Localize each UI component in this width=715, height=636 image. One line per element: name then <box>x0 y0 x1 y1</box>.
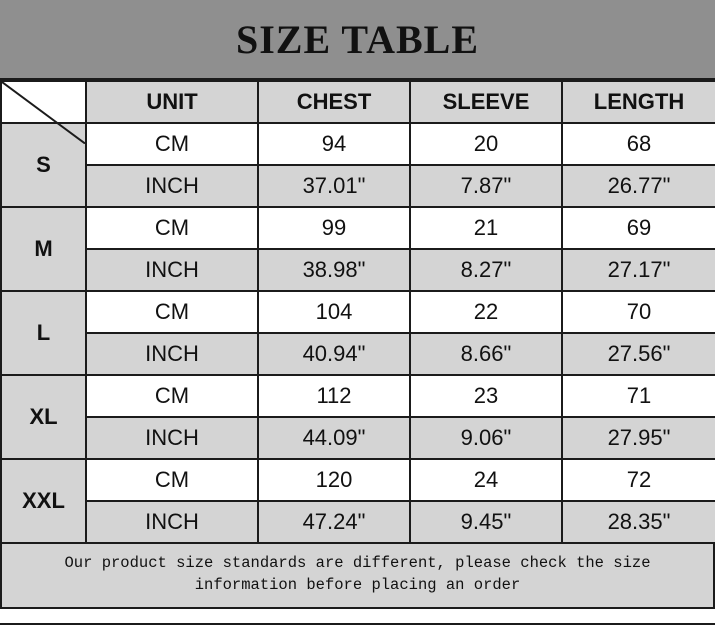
cell-sleeve-cm: 24 <box>410 459 562 501</box>
page-title: SIZE TABLE <box>235 16 480 62</box>
column-header-length: LENGTH <box>562 81 715 123</box>
cell-sleeve-inch: 9.06" <box>410 417 562 459</box>
title-bar <box>0 0 715 80</box>
cell-length-cm: 71 <box>562 375 715 417</box>
cell-length-inch: 27.56" <box>562 333 715 375</box>
cell-chest-cm: 104 <box>258 291 410 333</box>
table-row <box>1 291 715 333</box>
unit-inch: INCH <box>86 417 258 459</box>
table-header-row <box>1 81 715 123</box>
cell-chest-cm: 94 <box>258 123 410 165</box>
size-label-l: L <box>1 291 86 375</box>
table-row <box>1 207 715 249</box>
cell-chest-inch: 44.09" <box>258 417 410 459</box>
cell-sleeve-cm: 23 <box>410 375 562 417</box>
table-row <box>1 333 715 375</box>
cell-chest-inch: 38.98" <box>258 249 410 291</box>
unit-inch: INCH <box>86 333 258 375</box>
size-table <box>0 80 715 544</box>
unit-cm: CM <box>86 123 258 165</box>
table-row <box>1 459 715 501</box>
cell-length-cm: 68 <box>562 123 715 165</box>
cell-chest-cm: 112 <box>258 375 410 417</box>
cell-sleeve-cm: 22 <box>410 291 562 333</box>
cell-chest-cm: 120 <box>258 459 410 501</box>
size-label-m: M <box>1 207 86 291</box>
cell-chest-inch: 40.94" <box>258 333 410 375</box>
size-label-xxl: XXL <box>1 459 86 543</box>
cell-length-cm: 72 <box>562 459 715 501</box>
column-header-sleeve: SLEEVE <box>410 81 562 123</box>
unit-cm: CM <box>86 291 258 333</box>
cell-length-inch: 27.17" <box>562 249 715 291</box>
unit-cm: CM <box>86 207 258 249</box>
unit-inch: INCH <box>86 249 258 291</box>
table-row <box>1 165 715 207</box>
table-row <box>1 375 715 417</box>
unit-cm: CM <box>86 375 258 417</box>
unit-inch: INCH <box>86 165 258 207</box>
table-row <box>1 249 715 291</box>
table-row <box>1 417 715 459</box>
unit-inch: INCH <box>86 501 258 543</box>
unit-cm: CM <box>86 459 258 501</box>
cell-chest-cm: 99 <box>258 207 410 249</box>
size-label-s: S <box>1 123 86 207</box>
cell-length-inch: 28.35" <box>562 501 715 543</box>
size-label-xl: XL <box>1 375 86 459</box>
corner-cell <box>1 81 86 123</box>
cell-chest-inch: 47.24" <box>258 501 410 543</box>
table-row <box>1 123 715 165</box>
cell-length-inch: 26.77" <box>562 165 715 207</box>
cell-length-cm: 70 <box>562 291 715 333</box>
column-header-unit: UNIT <box>86 81 258 123</box>
footer-strip <box>0 609 715 625</box>
cell-sleeve-cm: 21 <box>410 207 562 249</box>
cell-length-inch: 27.95" <box>562 417 715 459</box>
column-header-chest: CHEST <box>258 81 410 123</box>
cell-sleeve-inch: 8.66" <box>410 333 562 375</box>
cell-chest-inch: 37.01" <box>258 165 410 207</box>
cell-length-cm: 69 <box>562 207 715 249</box>
table-row <box>1 501 715 543</box>
diagonal-slash-icon <box>2 82 85 144</box>
cell-sleeve-cm: 20 <box>410 123 562 165</box>
cell-sleeve-inch: 9.45" <box>410 501 562 543</box>
cell-sleeve-inch: 7.87" <box>410 165 562 207</box>
cell-sleeve-inch: 8.27" <box>410 249 562 291</box>
size-note: Our product size standards are different, please check the size information before placing an order <box>0 544 715 609</box>
